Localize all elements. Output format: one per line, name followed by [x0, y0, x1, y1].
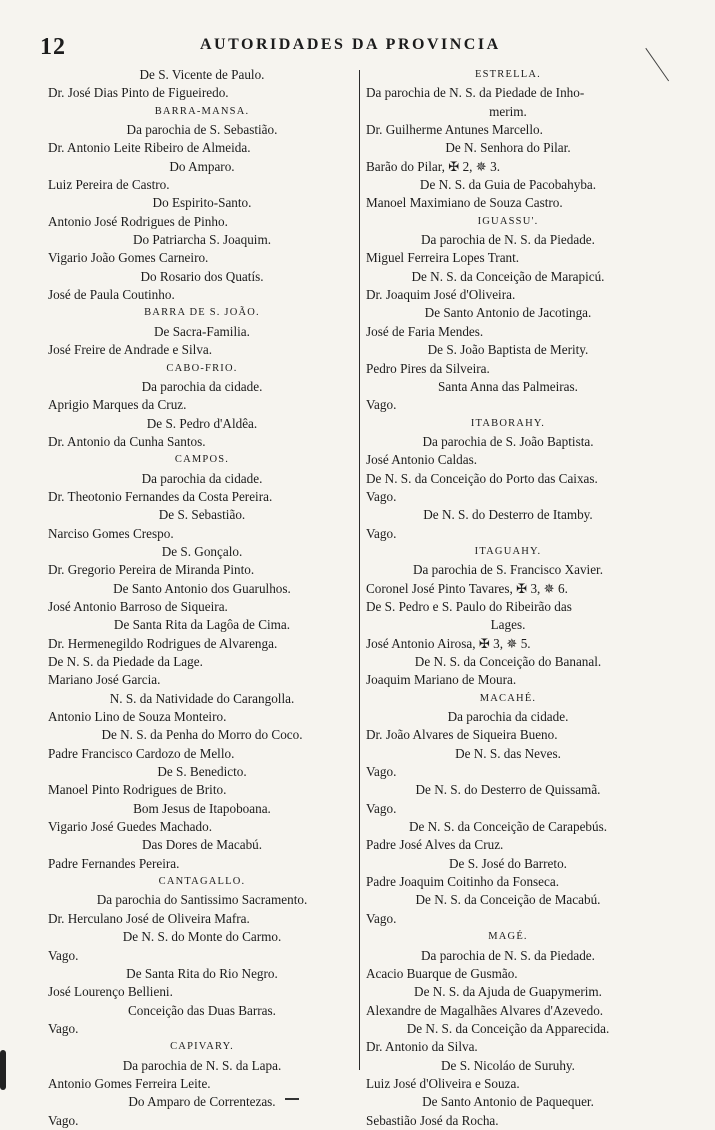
parish-line: De Santo Antonio dos Guarulhos.: [113, 580, 291, 596]
official-line: Dr. José Dias Pinto de Figueiredo.: [48, 85, 229, 101]
parish-line: De N. S. da Conceição de Carapebús.: [408, 819, 608, 835]
official-line: Miguel Ferreira Lopes Trant.: [366, 250, 520, 266]
parish-line: De S. João Baptista de Merity.: [427, 342, 589, 358]
official-line: Narciso Gomes Crespo.: [48, 525, 174, 541]
official-line: Dr. Gregorio Pereira de Miranda Pinto.: [48, 562, 255, 578]
municipality-heading: MAGÉ.: [488, 931, 528, 943]
official-line: Dr. Antonio da Silva.: [366, 1039, 478, 1055]
parish-line: De S. Pedro d'Aldêa.: [146, 415, 258, 431]
right-column: [366, 66, 650, 1130]
official-line: Vago.: [48, 1112, 79, 1128]
parish-line: De N. S. do Monte do Carmo.: [122, 929, 282, 945]
parish-line: De Santa Rita do Rio Negro.: [126, 965, 278, 981]
official-line: Antonio Gomes Ferreira Leite.: [48, 1075, 211, 1091]
official-line: Padre Francisco Cardozo de Mello.: [48, 745, 235, 761]
official-line: Padre Fernandes Pereira.: [48, 855, 180, 871]
official-line: De N. S. da Piedade da Lage.: [48, 654, 203, 669]
official-line: Pedro Pires da Silveira.: [366, 360, 490, 376]
parish-line: De Sacra-Familia.: [154, 323, 250, 339]
parish-line: De N. S. da Guia de Pacobahyba.: [419, 177, 597, 193]
official-line: José Lourenço Bellieni.: [48, 984, 173, 1000]
parish-line: De S. Sebastião.: [158, 507, 246, 523]
official-line: José Antonio Airosa, ✠ 3, ✵ 5.: [366, 635, 531, 651]
parish-line: De S. José do Barreto.: [449, 855, 567, 871]
official-line: Da parochia de N. S. da Piedade de Inho-: [366, 85, 585, 101]
official-line: José de Paula Coutinho.: [48, 287, 175, 303]
parish-line: De Santo Antonio de Jacotinga.: [424, 305, 592, 321]
municipality-heading: CABO-FRIO.: [166, 362, 238, 374]
parish-line: Santa Anna das Palmeiras.: [438, 378, 578, 394]
official-line: Sebastião José da Rocha.: [366, 1112, 499, 1128]
municipality-heading: CAPIVARY.: [170, 1041, 234, 1053]
parish-line: De S. Vicente de Paulo.: [139, 67, 265, 82]
official-line: Padre Joaquim Coitinho da Fonseca.: [366, 874, 560, 890]
official-line: José Antonio Caldas.: [366, 452, 477, 468]
municipality-heading: ITABORAHY.: [470, 417, 546, 429]
parish-line: Lages.: [490, 617, 526, 633]
parish-line: De S. Gonçalo.: [161, 543, 243, 559]
official-line: Dr. Antonio da Cunha Santos.: [48, 433, 206, 449]
official-line: Vago.: [366, 910, 397, 926]
parish-line: Do Espirito-Santo.: [152, 195, 252, 211]
running-title: AUTORIDADES DA PROVINCIA: [200, 36, 501, 53]
official-line: Dr. Joaquim José d'Oliveira.: [366, 287, 516, 303]
official-line: Acacio Buarque de Gusmão.: [366, 965, 518, 981]
official-line: Aprigio Marques da Cruz.: [48, 397, 187, 413]
parish-line: De N. S. da Conceição de Marapicú.: [411, 268, 605, 284]
binding-edge-mark: [0, 1050, 6, 1090]
official-line: Vago.: [48, 1020, 79, 1036]
official-line: Alexandre de Magalhães Alvares d'Azevedo.: [366, 1002, 604, 1018]
municipality-heading: ESTRELLA.: [475, 69, 541, 80]
official-line: Dr. Theotonio Fernandes da Costa Pereira.: [48, 488, 273, 504]
official-line: Luiz José d'Oliveira e Souza.: [366, 1075, 520, 1091]
parish-line: Conceição das Duas Barras.: [128, 1002, 276, 1018]
official-line: Manoel Pinto Rodrigues de Brito.: [48, 782, 227, 798]
official-line: Coronel José Pinto Tavares, ✠ 3, ✵ 6.: [366, 580, 568, 596]
parish-line: Bom Jesus de Itapoboana.: [133, 800, 271, 816]
official-line: Padre José Alves da Cruz.: [366, 837, 504, 853]
parish-line: Do Amparo de Correntezas.: [128, 1094, 276, 1110]
parish-line: Do Amparo.: [169, 158, 235, 174]
official-line: Vago.: [366, 525, 397, 541]
official-line: Luiz Pereira de Castro.: [48, 177, 170, 193]
official-line: Vago.: [366, 800, 397, 816]
official-line: De S. Pedro e S. Paulo do Ribeirão das: [366, 598, 572, 614]
parish-line: De N. S. da Conceição de Macabú.: [415, 892, 601, 908]
official-line: Vago.: [366, 764, 397, 780]
parish-line: Da parochia do Santissimo Sacramento.: [96, 892, 308, 908]
official-line: Antonio José Rodrigues de Pinho.: [48, 213, 228, 229]
official-line: Dr. João Alvares de Siqueira Bueno.: [366, 727, 558, 743]
page-header: [0, 30, 715, 60]
parish-line: Da parochia da cidade.: [141, 378, 263, 394]
left-column: [48, 66, 356, 1130]
parish-line: Da parochia da cidade.: [447, 709, 569, 725]
official-line: José de Faria Mendes.: [366, 323, 484, 339]
official-line: Barão do Pilar, ✠ 2, ✵ 3.: [366, 158, 501, 174]
parish-line: Do Rosario dos Quatís.: [140, 268, 264, 284]
parish-line: De Santo Antonio de Paquequer.: [422, 1094, 594, 1110]
municipality-heading: CAMPOS.: [174, 454, 230, 466]
parish-line: De N. S. da Ajuda de Guapymerim.: [414, 984, 602, 1000]
municipality-heading: BARRA-MANSA.: [154, 105, 250, 117]
parish-line: merim.: [489, 103, 527, 119]
footer-mark: [285, 1098, 299, 1100]
municipality-heading: MACAHÉ.: [479, 692, 537, 704]
parish-line: N. S. da Natividade do Carangolla.: [109, 690, 295, 706]
official-line: Dr. Hermenegildo Rodrigues de Alvarenga.: [48, 635, 278, 651]
official-line: Dr. Herculano José de Oliveira Mafra.: [48, 910, 250, 926]
official-line: Dr. Antonio Leite Ribeiro de Almeida.: [48, 140, 251, 156]
official-line: Vago.: [366, 397, 397, 413]
municipality-heading: CANTAGALLO.: [158, 876, 246, 888]
parish-line: De Santa Rita da Lagôa de Cima.: [113, 617, 291, 633]
page-number: 12: [40, 34, 66, 60]
column-divider: [359, 70, 360, 1070]
parish-line: De N. S. da Conceição da Apparecida.: [406, 1020, 610, 1036]
parish-line: Da parochia de N. S. da Piedade.: [421, 947, 595, 963]
parish-line: De N. S. da Conceição do Bananal.: [414, 654, 602, 669]
parish-line: De S. Nicoláo de Suruhy.: [441, 1057, 575, 1073]
parish-line: Da parochia de S. Francisco Xavier.: [412, 562, 604, 578]
parish-line: De N. S. das Neves.: [455, 745, 561, 761]
parish-line: Do Patriarcha S. Joaquim.: [132, 232, 272, 248]
official-line: Mariano José Garcia.: [48, 672, 161, 688]
official-line: Joaquim Mariano de Moura.: [366, 672, 517, 688]
official-line: De N. S. da Conceição do Porto das Caixas.: [366, 470, 598, 486]
official-line: Vago.: [366, 488, 397, 504]
official-line: José Freire de Andrade e Silva.: [48, 342, 213, 358]
parish-line: De S. Benedicto.: [157, 764, 247, 780]
parish-line: Da parochia de N. S. da Lapa.: [122, 1057, 282, 1073]
parish-line: Da parochia de S. João Baptista.: [422, 433, 594, 449]
parish-line: Da parochia de S. Sebastião.: [126, 122, 278, 138]
parish-line: De N. S. da Penha do Morro do Coco.: [101, 727, 303, 743]
official-line: Vigario José Guedes Machado.: [48, 819, 213, 835]
official-line: José Antonio Barroso de Siqueira.: [48, 598, 228, 614]
parish-line: De N. S. do Desterro de Quissamã.: [415, 782, 601, 798]
official-line: Vago.: [48, 947, 79, 963]
official-line: Dr. Guilherme Antunes Marcello.: [366, 122, 543, 138]
municipality-heading: ITAGUAHY.: [474, 545, 542, 557]
official-line: Antonio Lino de Souza Monteiro.: [48, 709, 227, 725]
parish-line: Da parochia de N. S. da Piedade.: [421, 232, 595, 248]
municipality-heading: BARRA DE S. JOÃO.: [144, 307, 260, 319]
official-line: Vigario João Gomes Carneiro.: [48, 250, 209, 266]
parish-line: De N. S. do Desterro de Itamby.: [423, 507, 593, 523]
parish-line: Das Dores de Macabú.: [141, 837, 263, 853]
parish-line: Da parochia da cidade.: [141, 470, 263, 486]
parish-line: De N. Senhora do Pilar.: [445, 140, 571, 156]
municipality-heading: IGUASSU'.: [477, 215, 539, 227]
official-line: Manoel Maximiano de Souza Castro.: [366, 195, 563, 211]
